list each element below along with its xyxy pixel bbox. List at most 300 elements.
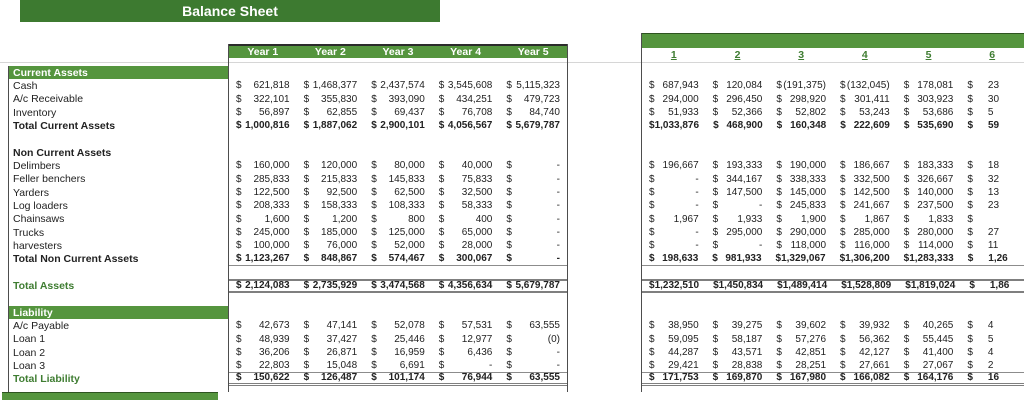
cell-total-liability-year-1[interactable] <box>229 373 297 383</box>
cell-log-loaders-6[interactable] <box>960 199 1024 212</box>
cell-liability-3[interactable] <box>769 306 833 319</box>
cell-total-assets-year-1[interactable] <box>229 281 297 290</box>
cell-inventory-year-3[interactable] <box>364 106 432 119</box>
cell-total-liability-year-4[interactable] <box>432 373 500 383</box>
cell-blank-4[interactable] <box>833 266 897 279</box>
cell-blank-year-1[interactable] <box>229 293 297 306</box>
row-label-chainsaws[interactable]: Chainsaws <box>13 213 65 226</box>
cell-blank-year-2[interactable] <box>297 266 365 279</box>
cell-harvesters-year-3[interactable] <box>364 239 432 252</box>
row-label-loan-2[interactable]: Loan 2 <box>13 346 46 359</box>
cell-cash-3[interactable] <box>769 79 833 92</box>
cell-total-assets-4[interactable] <box>834 281 898 290</box>
cell-total-assets-5[interactable] <box>898 281 962 290</box>
column-header-year-5[interactable]: Year 5 <box>517 46 549 58</box>
cell-blank-year-4[interactable] <box>432 293 500 306</box>
cell-total-current-assets-5[interactable] <box>897 119 961 132</box>
cell-total-liability-year-3[interactable] <box>364 373 432 383</box>
cell-a-c-payable-3[interactable] <box>769 319 833 332</box>
cell-total-non-current-assets-year-1[interactable] <box>229 253 297 265</box>
cell-blank-1[interactable] <box>642 133 706 146</box>
cell-blank-year-5[interactable] <box>499 133 567 146</box>
cell-trucks-5[interactable] <box>897 226 961 239</box>
cell-loan-3-year-2[interactable] <box>297 359 365 371</box>
cell-log-loaders-4[interactable] <box>833 199 897 212</box>
cell-yarders-year-2[interactable] <box>297 186 365 199</box>
cell-total-assets-year-3[interactable] <box>364 281 432 290</box>
row-label-blank[interactable] <box>9 266 228 279</box>
cell-chainsaws-year-3[interactable] <box>364 213 432 226</box>
cell-loan-3-5[interactable] <box>897 359 961 371</box>
cell-delimbers-5[interactable] <box>897 159 961 172</box>
cell-loan-2-year-5[interactable] <box>499 346 567 359</box>
cell-feller-benchers-5[interactable] <box>897 173 961 186</box>
cell-cash-year-5[interactable] <box>499 79 567 92</box>
cell-log-loaders-2[interactable] <box>706 199 770 212</box>
cell-loan-2-year-3[interactable] <box>364 346 432 359</box>
cell-total-liability-1[interactable] <box>642 373 706 383</box>
cell-a-c-payable-year-2[interactable] <box>297 319 365 332</box>
cell-trucks-6[interactable] <box>960 226 1024 239</box>
row-label-liability[interactable]: Liability <box>9 306 228 319</box>
cell-chainsaws-year-4[interactable] <box>432 213 500 226</box>
cell-blank-3[interactable] <box>769 133 833 146</box>
cell-total-assets-year-5[interactable] <box>499 281 567 290</box>
cell-harvesters-year-5[interactable] <box>499 239 567 252</box>
cell-total-non-current-assets-6[interactable] <box>961 253 1024 265</box>
cell-inventory-1[interactable] <box>642 106 706 119</box>
cell-yarders-year-4[interactable] <box>432 186 500 199</box>
cell-blank-3[interactable] <box>769 293 833 306</box>
cell-blank-year-5[interactable] <box>499 293 567 306</box>
cell-cash-year-3[interactable] <box>364 79 432 92</box>
cell-total-liability-3[interactable] <box>769 373 833 383</box>
cell-inventory-3[interactable] <box>769 106 833 119</box>
cell-yarders-year-3[interactable] <box>364 186 432 199</box>
cell-current-assets-6[interactable] <box>960 66 1024 79</box>
cell-blank-1[interactable] <box>642 266 706 279</box>
cell-total-non-current-assets-year-5[interactable] <box>499 253 567 265</box>
cell-a-c-payable-2[interactable] <box>706 319 770 332</box>
cell-non-current-assets-1[interactable] <box>642 146 706 159</box>
cell-cash-year-2[interactable] <box>297 79 365 92</box>
cell-blank-4[interactable] <box>833 293 897 306</box>
cell-loan-2-year-4[interactable] <box>432 346 500 359</box>
cell-blank-year-2[interactable] <box>297 133 365 146</box>
cell-blank-2[interactable] <box>706 293 770 306</box>
cell-loan-3-year-1[interactable] <box>229 359 297 371</box>
period-header-1[interactable]: 1 <box>670 49 677 61</box>
row-label-harvesters[interactable]: harvesters <box>13 239 63 252</box>
cell-feller-benchers-year-3[interactable] <box>364 173 432 186</box>
cell-loan-1-1[interactable] <box>642 333 706 346</box>
cell-a-c-payable-year-3[interactable] <box>364 319 432 332</box>
cell-yarders-6[interactable] <box>960 186 1024 199</box>
cell-loan-3-year-4[interactable] <box>432 359 500 371</box>
row-label-feller-benchers[interactable]: Feller benchers <box>13 173 86 186</box>
cell-a-c-receivable-2[interactable] <box>706 93 770 106</box>
cell-total-non-current-assets-4[interactable] <box>833 253 897 265</box>
cell-chainsaws-3[interactable] <box>769 213 833 226</box>
row-label-total-current-assets[interactable]: Total Current Assets <box>13 119 116 132</box>
cell-trucks-year-1[interactable] <box>229 226 297 239</box>
cell-total-liability-2[interactable] <box>706 373 770 383</box>
cell-a-c-receivable-1[interactable] <box>642 93 706 106</box>
cell-chainsaws-5[interactable] <box>897 213 961 226</box>
cell-a-c-payable-year-4[interactable] <box>432 319 500 332</box>
cell-feller-benchers-6[interactable] <box>960 173 1024 186</box>
cell-current-assets-2[interactable] <box>706 66 770 79</box>
cell-a-c-receivable-3[interactable] <box>769 93 833 106</box>
cell-blank-3[interactable] <box>769 266 833 279</box>
cell-loan-3-year-5[interactable] <box>499 359 567 371</box>
cell-total-liability-4[interactable] <box>833 373 897 383</box>
cell-harvesters-year-4[interactable] <box>432 239 500 252</box>
cell-loan-1-5[interactable] <box>897 333 961 346</box>
cell-trucks-year-4[interactable] <box>432 226 500 239</box>
cell-total-assets-2[interactable] <box>706 281 770 290</box>
cell-current-assets-year-4[interactable] <box>432 66 500 79</box>
cell-blank-year-4[interactable] <box>432 266 500 279</box>
cell-a-c-receivable-year-5[interactable] <box>499 93 567 106</box>
cell-yarders-year-5[interactable] <box>499 186 567 199</box>
cell-liability-1[interactable] <box>642 306 706 319</box>
cell-total-assets-6[interactable] <box>962 281 1024 290</box>
cell-a-c-receivable-year-1[interactable] <box>229 93 297 106</box>
cell-trucks-1[interactable] <box>642 226 706 239</box>
cell-loan-3-3[interactable] <box>769 359 833 371</box>
cell-chainsaws-year-5[interactable] <box>499 213 567 226</box>
cell-current-assets-1[interactable] <box>642 66 706 79</box>
cell-total-current-assets-4[interactable] <box>833 119 897 132</box>
cell-feller-benchers-3[interactable] <box>769 173 833 186</box>
cell-harvesters-2[interactable] <box>706 239 770 252</box>
cell-blank-5[interactable] <box>897 266 961 279</box>
cell-a-c-payable-6[interactable] <box>960 319 1024 332</box>
cell-a-c-receivable-year-4[interactable] <box>432 93 500 106</box>
cell-delimbers-1[interactable] <box>642 159 706 172</box>
cell-current-assets-4[interactable] <box>833 66 897 79</box>
cell-harvesters-3[interactable] <box>769 239 833 252</box>
cell-cash-6[interactable] <box>960 79 1024 92</box>
cell-feller-benchers-year-5[interactable] <box>499 173 567 186</box>
cell-blank-year-2[interactable] <box>297 293 365 306</box>
cell-delimbers-year-4[interactable] <box>432 159 500 172</box>
cell-blank-year-3[interactable] <box>364 293 432 306</box>
cell-total-current-assets-year-5[interactable] <box>499 119 567 132</box>
cell-trucks-3[interactable] <box>769 226 833 239</box>
cell-non-current-assets-4[interactable] <box>833 146 897 159</box>
cell-loan-2-2[interactable] <box>706 346 770 359</box>
cell-cash-2[interactable] <box>706 79 770 92</box>
cell-feller-benchers-year-2[interactable] <box>297 173 365 186</box>
cell-trucks-year-3[interactable] <box>364 226 432 239</box>
row-label-cash[interactable]: Cash <box>13 79 38 92</box>
cell-liability-year-1[interactable] <box>229 306 297 319</box>
cell-blank-2[interactable] <box>706 266 770 279</box>
cell-liability-year-5[interactable] <box>499 306 567 319</box>
cell-total-current-assets-1[interactable] <box>642 119 706 132</box>
cell-current-assets-3[interactable] <box>769 66 833 79</box>
column-header-year-1[interactable]: Year 1 <box>247 46 279 58</box>
cell-non-current-assets-year-3[interactable] <box>364 146 432 159</box>
cell-delimbers-3[interactable] <box>769 159 833 172</box>
cell-total-assets-year-4[interactable] <box>432 281 500 290</box>
cell-liability-2[interactable] <box>706 306 770 319</box>
cell-a-c-receivable-year-2[interactable] <box>297 93 365 106</box>
cell-total-current-assets-3[interactable] <box>770 119 834 132</box>
cell-liability-6[interactable] <box>960 306 1024 319</box>
cell-loan-3-year-3[interactable] <box>364 359 432 371</box>
cell-chainsaws-4[interactable] <box>833 213 897 226</box>
cell-non-current-assets-year-4[interactable] <box>432 146 500 159</box>
cell-inventory-6[interactable] <box>960 106 1024 119</box>
cell-blank-2[interactable] <box>706 133 770 146</box>
cell-inventory-year-5[interactable] <box>499 106 567 119</box>
cell-feller-benchers-4[interactable] <box>833 173 897 186</box>
cell-loan-3-2[interactable] <box>706 359 770 371</box>
period-header-6[interactable]: 6 <box>989 49 996 61</box>
cell-loan-2-year-2[interactable] <box>297 346 365 359</box>
cell-blank-year-1[interactable] <box>229 266 297 279</box>
row-label-blank[interactable] <box>9 133 228 146</box>
row-label-non-current-assets[interactable]: Non Current Assets <box>13 146 112 159</box>
cell-chainsaws-2[interactable] <box>706 213 770 226</box>
cell-yarders-year-1[interactable] <box>229 186 297 199</box>
cell-log-loaders-year-5[interactable] <box>499 199 567 212</box>
cell-loan-1-year-3[interactable] <box>364 333 432 346</box>
cell-non-current-assets-2[interactable] <box>706 146 770 159</box>
cell-a-c-payable-5[interactable] <box>897 319 961 332</box>
cell-loan-2-4[interactable] <box>833 346 897 359</box>
cell-total-current-assets-year-4[interactable] <box>432 119 500 132</box>
column-header-year-2[interactable]: Year 2 <box>314 46 346 58</box>
cell-log-loaders-year-2[interactable] <box>297 199 365 212</box>
cell-cash-1[interactable] <box>642 79 706 92</box>
cell-total-assets-3[interactable] <box>770 281 834 290</box>
cell-liability-year-4[interactable] <box>432 306 500 319</box>
cell-chainsaws-year-2[interactable] <box>297 213 365 226</box>
cell-a-c-receivable-4[interactable] <box>833 93 897 106</box>
cell-current-assets-year-2[interactable] <box>297 66 365 79</box>
cell-non-current-assets-3[interactable] <box>769 146 833 159</box>
cell-blank-year-4[interactable] <box>432 133 500 146</box>
cell-loan-2-1[interactable] <box>642 346 706 359</box>
cell-delimbers-year-5[interactable] <box>499 159 567 172</box>
cell-loan-1-year-1[interactable] <box>229 333 297 346</box>
cell-chainsaws-1[interactable] <box>642 213 706 226</box>
row-label-inventory[interactable]: Inventory <box>13 106 57 119</box>
cell-trucks-year-2[interactable] <box>297 226 365 239</box>
cell-a-c-receivable-year-3[interactable] <box>364 93 432 106</box>
cell-delimbers-year-1[interactable] <box>229 159 297 172</box>
cell-a-c-payable-4[interactable] <box>833 319 897 332</box>
cell-yarders-1[interactable] <box>642 186 706 199</box>
cell-cash-year-4[interactable] <box>432 79 500 92</box>
cell-log-loaders-3[interactable] <box>769 199 833 212</box>
cell-total-non-current-assets-year-4[interactable] <box>432 253 500 265</box>
cell-total-current-assets-6[interactable] <box>960 119 1024 132</box>
cell-harvesters-5[interactable] <box>897 239 961 252</box>
column-header-year-4[interactable]: Year 4 <box>450 46 482 58</box>
cell-blank-year-3[interactable] <box>364 133 432 146</box>
cell-blank-year-3[interactable] <box>364 266 432 279</box>
cell-yarders-3[interactable] <box>769 186 833 199</box>
cell-harvesters-year-1[interactable] <box>229 239 297 252</box>
cell-log-loaders-year-4[interactable] <box>432 199 500 212</box>
cell-blank-1[interactable] <box>642 293 706 306</box>
cell-loan-2-6[interactable] <box>960 346 1024 359</box>
cell-loan-2-5[interactable] <box>897 346 961 359</box>
cell-loan-3-6[interactable] <box>960 359 1024 371</box>
row-label-log-loaders[interactable]: Log loaders <box>13 199 68 212</box>
cell-liability-5[interactable] <box>897 306 961 319</box>
cell-harvesters-1[interactable] <box>642 239 706 252</box>
cell-total-current-assets-2[interactable] <box>706 119 770 132</box>
cell-inventory-5[interactable] <box>897 106 961 119</box>
cell-current-assets-year-5[interactable] <box>499 66 567 79</box>
cell-total-current-assets-year-1[interactable] <box>229 119 297 132</box>
cell-total-assets-1[interactable] <box>642 281 706 290</box>
cell-blank-year-5[interactable] <box>499 266 567 279</box>
cell-total-non-current-assets-year-2[interactable] <box>297 253 365 265</box>
dollar-sign: $ <box>303 200 310 212</box>
cell-loan-1-4[interactable] <box>833 333 897 346</box>
cell-harvesters-4[interactable] <box>833 239 897 252</box>
cell-current-assets-year-1[interactable] <box>229 66 297 79</box>
cell-total-assets-year-2[interactable] <box>297 281 365 290</box>
cell-total-non-current-assets-year-3[interactable] <box>364 253 432 265</box>
cell-feller-benchers-1[interactable] <box>642 173 706 186</box>
cell-inventory-year-1[interactable] <box>229 106 297 119</box>
cell-total-liability-year-5[interactable] <box>499 373 567 383</box>
cell-blank-5[interactable] <box>897 133 961 146</box>
row-label-total-non-current-assets[interactable]: Total Non Current Assets <box>13 253 139 266</box>
cell-log-loaders-year-3[interactable] <box>364 199 432 212</box>
cell-loan-1-2[interactable] <box>706 333 770 346</box>
cell-inventory-year-2[interactable] <box>297 106 365 119</box>
cell-total-non-current-assets-5[interactable] <box>897 253 961 265</box>
cell-a-c-payable-1[interactable] <box>642 319 706 332</box>
cell-loan-3-1[interactable] <box>642 359 706 371</box>
cell-total-non-current-assets-2[interactable] <box>705 253 768 265</box>
period-header-4[interactable]: 4 <box>861 49 868 61</box>
cell-inventory-4[interactable] <box>833 106 897 119</box>
cell-blank-4[interactable] <box>833 133 897 146</box>
cell-current-assets-year-3[interactable] <box>364 66 432 79</box>
cell-blank-6[interactable] <box>960 266 1024 279</box>
cell-log-loaders-5[interactable] <box>897 199 961 212</box>
cell-loan-2-year-1[interactable] <box>229 346 297 359</box>
cell-delimbers-year-3[interactable] <box>364 159 432 172</box>
cell-total-liability-year-2[interactable] <box>297 373 365 383</box>
cell-delimbers-4[interactable] <box>833 159 897 172</box>
row-label-blank[interactable] <box>9 293 228 306</box>
period-header-3[interactable]: 3 <box>798 49 805 61</box>
cell-trucks-4[interactable] <box>833 226 897 239</box>
cell-non-current-assets-year-1[interactable] <box>229 146 297 159</box>
cell-total-liability-5[interactable] <box>897 373 961 383</box>
column-header-year-3[interactable]: Year 3 <box>382 46 414 58</box>
cell-liability-year-3[interactable] <box>364 306 432 319</box>
cell-blank-6[interactable] <box>960 133 1024 146</box>
cell-delimbers-6[interactable] <box>960 159 1024 172</box>
cell-total-non-current-assets-3[interactable] <box>769 253 833 265</box>
row-label-delimbers[interactable]: Delimbers <box>13 159 61 172</box>
cell-log-loaders-year-1[interactable] <box>229 199 297 212</box>
period-header-5[interactable]: 5 <box>925 49 932 61</box>
cell-yarders-5[interactable] <box>897 186 961 199</box>
cell-non-current-assets-5[interactable] <box>897 146 961 159</box>
cell-delimbers-2[interactable] <box>706 159 770 172</box>
row-label-loan-1[interactable]: Loan 1 <box>13 333 46 346</box>
cell-delimbers-year-2[interactable] <box>297 159 365 172</box>
cell-total-current-assets-year-2[interactable] <box>297 119 365 132</box>
cell-loan-3-4[interactable] <box>833 359 897 371</box>
row-label-trucks[interactable]: Trucks <box>13 226 45 239</box>
cell-chainsaws-6[interactable] <box>960 213 1024 226</box>
period-header-2[interactable]: 2 <box>734 49 741 61</box>
cell-inventory-year-4[interactable] <box>432 106 500 119</box>
cell-feller-benchers-2[interactable] <box>706 173 770 186</box>
cell-harvesters-6[interactable] <box>960 239 1024 252</box>
cell-total-current-assets-year-3[interactable] <box>364 119 432 132</box>
cell-loan-1-year-2[interactable] <box>297 333 365 346</box>
row-label-total-liability[interactable]: Total Liability <box>13 373 80 386</box>
cell-blank-5[interactable] <box>897 293 961 306</box>
cell-trucks-year-5[interactable] <box>499 226 567 239</box>
row-label-total-assets[interactable]: Total Assets <box>13 279 75 292</box>
cell-loan-2-3[interactable] <box>769 346 833 359</box>
row-label-loan-3[interactable]: Loan 3 <box>13 359 46 372</box>
cell-feller-benchers-year-4[interactable] <box>432 173 500 186</box>
cell-yarders-4[interactable] <box>833 186 897 199</box>
cell-a-c-payable-year-5[interactable] <box>499 319 567 332</box>
cell-current-assets-5[interactable] <box>897 66 961 79</box>
cell-total-liability-6[interactable] <box>960 373 1024 383</box>
cell-cash-5[interactable] <box>897 79 961 92</box>
cell-log-loaders-1[interactable] <box>642 199 706 212</box>
cell-blank-6[interactable] <box>960 293 1024 306</box>
cell-feller-benchers-year-1[interactable] <box>229 173 297 186</box>
cell-a-c-receivable-6[interactable] <box>960 93 1024 106</box>
cell-a-c-receivable-5[interactable] <box>897 93 961 106</box>
cell-loan-1-3[interactable] <box>769 333 833 346</box>
row-label-a-c-payable[interactable]: A/c Payable <box>13 319 70 332</box>
cell-yarders-2[interactable] <box>706 186 770 199</box>
cell-harvesters-year-2[interactable] <box>297 239 365 252</box>
cell-non-current-assets-year-2[interactable] <box>297 146 365 159</box>
cell-chainsaws-year-1[interactable] <box>229 213 297 226</box>
row-label-yarders[interactable]: Yarders <box>13 186 49 199</box>
cell-liability-year-2[interactable] <box>297 306 365 319</box>
cell-loan-1-year-4[interactable] <box>432 333 500 346</box>
cell-blank-year-1[interactable] <box>229 133 297 146</box>
cell-inventory-2[interactable] <box>706 106 770 119</box>
cell-cash-year-1[interactable] <box>229 79 297 92</box>
cell-trucks-2[interactable] <box>706 226 770 239</box>
cell-a-c-payable-year-1[interactable] <box>229 319 297 332</box>
row-label-current-assets[interactable]: Current Assets <box>9 66 228 79</box>
cell-loan-1-year-5[interactable] <box>499 333 567 346</box>
row-label-a-c-receivable[interactable]: A/c Receivable <box>13 93 84 106</box>
cell-non-current-assets-6[interactable] <box>960 146 1024 159</box>
cell-liability-4[interactable] <box>833 306 897 319</box>
cell-loan-1-6[interactable] <box>960 333 1024 346</box>
cell-non-current-assets-year-5[interactable] <box>499 146 567 159</box>
cell-total-non-current-assets-1[interactable] <box>642 253 705 265</box>
cell-cash-4[interactable] <box>833 79 897 92</box>
